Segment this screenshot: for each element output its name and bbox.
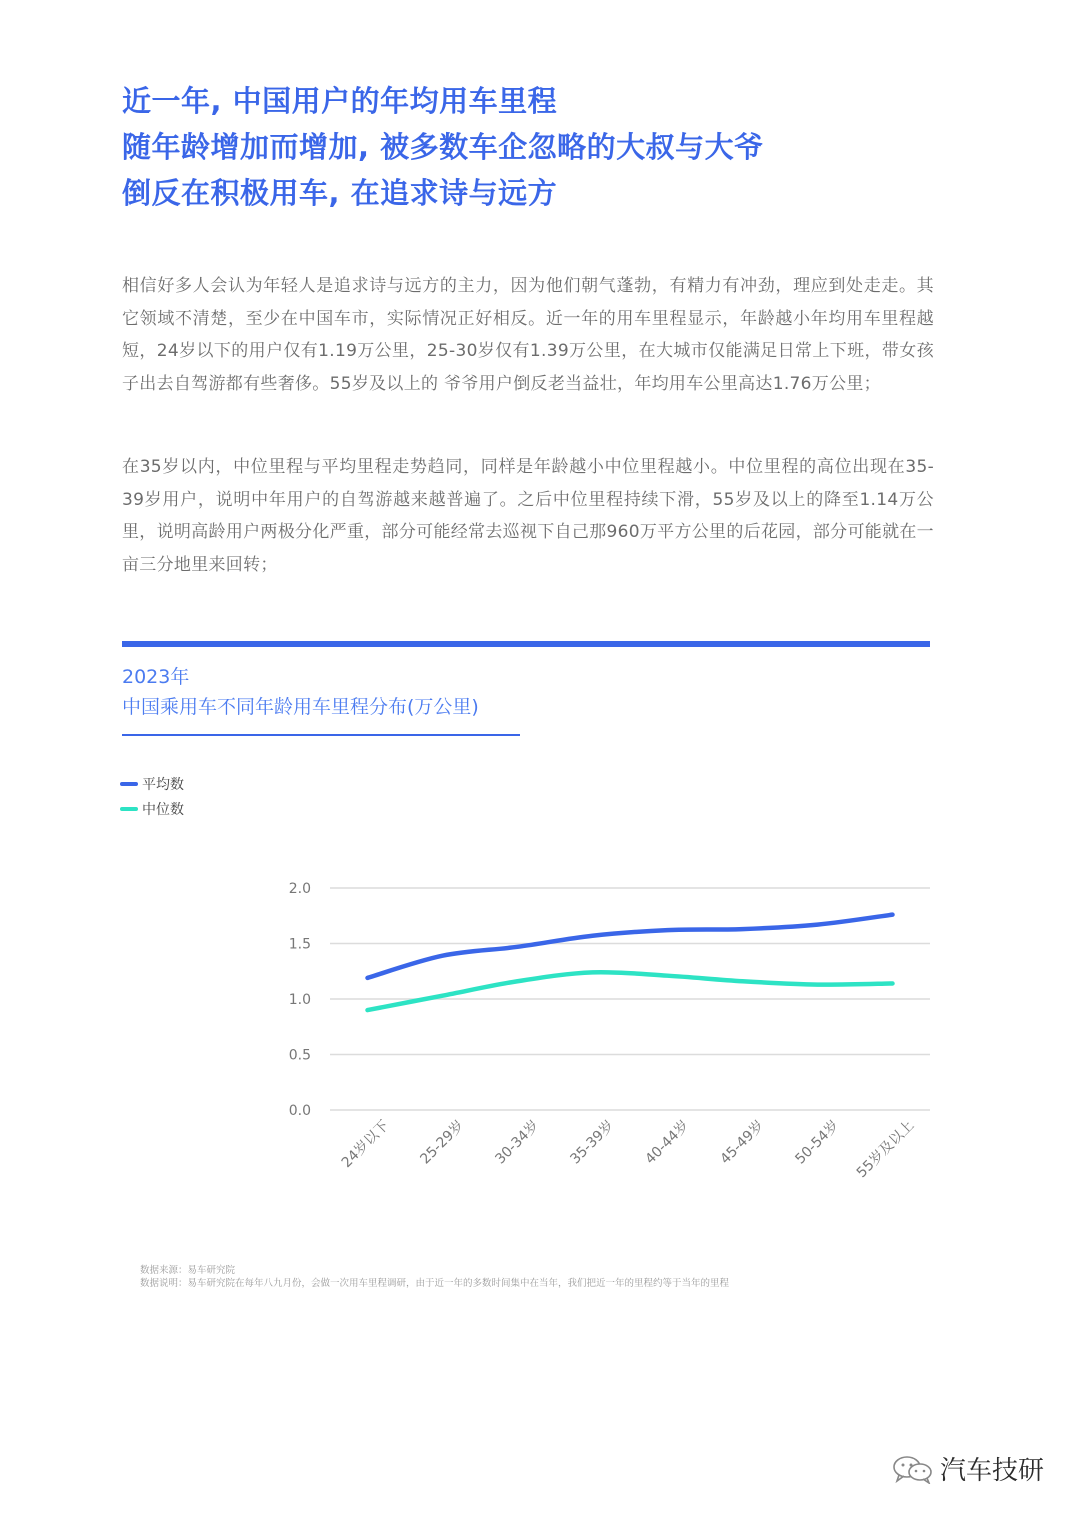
watermark-text: 汽车技研 [940, 1456, 1045, 1486]
headline [122, 78, 982, 216]
legend-swatch-average [120, 782, 138, 786]
wechat-icon [892, 1454, 934, 1484]
series-line-average [368, 915, 893, 978]
legend-label-median: 中位数 [142, 802, 184, 818]
y-tick-label: 0.5 [288, 1047, 311, 1064]
y-tick-label: 2.0 [288, 881, 311, 897]
legend-swatch-median [120, 807, 138, 811]
x-tick-label: 50-54岁 [792, 1117, 843, 1168]
watermark [892, 1450, 1044, 1487]
legend-label-average: 平均数 [142, 777, 184, 793]
chart-title: 中国乘用车不同年龄用车里程分布(万公里) [122, 696, 479, 718]
footnote-source: 数据来源：易车研究院 [140, 1265, 236, 1276]
x-tick-label: 45-49岁 [717, 1117, 768, 1168]
chart-title-underline [122, 734, 520, 736]
series-line-median [368, 972, 893, 1010]
x-tick-label: 30-34岁 [492, 1117, 543, 1168]
section-divider [122, 641, 930, 647]
x-tick-label: 35-39岁 [567, 1117, 618, 1168]
body-paragraph-1: 相信好多人会认为年轻人是追求诗与远方的主力，因为他们朝气蓬勃，有精力有冲劲，理应到处走走。其它领域不清楚，至少在中国车市，实际情况正好相反。近一年的用车里程显示，年龄越小年均用车里程越短，24岁以下的用户仅有1.19万公里，25-30岁仅有1.39万公里，在大城市仅能满足日常上下班，带女孩子出去自驾游都有些奢侈。55岁及以上的 爷爷用户倒反老当益壮，年均用车公里高达1.76万公里； [122, 276, 934, 394]
legend-item-average [120, 775, 184, 793]
chart-subtitle: 2023年 [122, 666, 190, 688]
line-chart [0, 860, 1080, 1220]
body-paragraph-2: 在35岁以内，中位里程与平均里程走势趋同，同样是年龄越小中位里程越小。中位里程的高位出现在35-39岁用户，说明中年用户的自驾游越来越普遍了。之后中位里程持续下滑，55岁及以上的降至1.14万公里，说明高龄用户两极分化严重，部分可能经常去巡视下自己那960万平方公里的后花园，部分可能就在一亩三分地里来回转； [122, 457, 934, 575]
headline-line-2: 随年龄增加而增加, 被多数车企忽略的大叔与大爷 [122, 130, 764, 164]
legend-item-median [120, 800, 184, 818]
y-tick-label: 1.0 [288, 992, 311, 1008]
x-tick-label: 55岁及以上 [853, 1117, 918, 1182]
x-tick-label: 25-29岁 [417, 1117, 468, 1168]
headline-line-1: 近一年, 中国用户的年均用车里程 [122, 84, 558, 118]
x-tick-label: 24岁以下 [338, 1117, 393, 1172]
headline-line-3: 倒反在积极用车, 在追求诗与远方 [122, 176, 558, 210]
footnote-note: 数据说明：易车研究院在每年八九月份，会做一次用车里程调研，由于近一年的多数时间集中在当年，我们把近一年的里程约等于当年的里程 [140, 1278, 730, 1289]
y-tick-label: 1.5 [288, 936, 311, 953]
x-tick-label: 40-44岁 [642, 1117, 693, 1168]
y-tick-label: 0.0 [288, 1103, 311, 1119]
